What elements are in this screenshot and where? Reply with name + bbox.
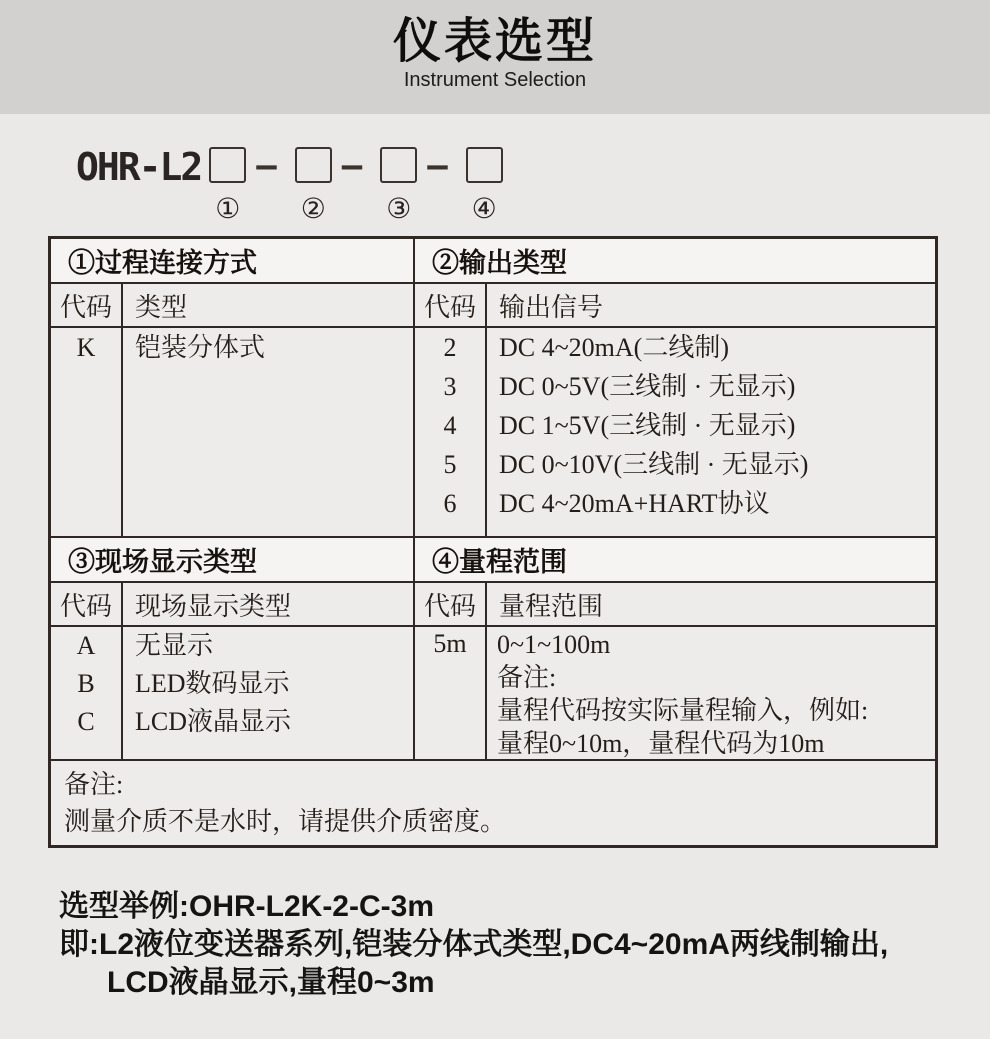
example-line-2: 即:L2液位变送器系列,铠装分体式类型,DC4~20mA两线制输出, bbox=[59, 928, 889, 961]
model-position-3 bbox=[380, 147, 417, 223]
s2-row-label: DC 0~5V(三线制 · 无显示) bbox=[499, 372, 796, 401]
page-subtitle: Instrument Selection bbox=[403, 69, 587, 91]
s1-row-label: 铠装分体式 bbox=[135, 333, 266, 362]
s2-row-label: DC 1~5V(三线制 · 无显示) bbox=[499, 411, 796, 440]
s3-row-code: A bbox=[76, 631, 96, 660]
s3-code-column bbox=[51, 627, 123, 759]
s2-row-code: 2 bbox=[443, 333, 457, 362]
position-marker-1: ① bbox=[215, 192, 241, 225]
s2-row-code: 5 bbox=[443, 450, 457, 479]
section4-title: ④量程范围 bbox=[432, 547, 567, 577]
dash-separator-icon: – bbox=[256, 146, 277, 186]
s2-label-column bbox=[487, 328, 935, 536]
dash-separator-icon: – bbox=[427, 146, 448, 186]
s2-row-code: 3 bbox=[443, 372, 457, 401]
model-code-box-2 bbox=[295, 147, 332, 183]
section2-title: ②输出类型 bbox=[432, 248, 567, 278]
s4-label-header: 量程范围 bbox=[499, 591, 604, 621]
model-position-4 bbox=[466, 147, 503, 223]
s2-code-column bbox=[415, 328, 487, 536]
column-header-row-1 bbox=[51, 284, 935, 328]
s4-row-code: 5m bbox=[433, 629, 467, 658]
s1-label-column bbox=[123, 328, 415, 536]
footnote-text: 测量介质不是水时，请提供介质密度。 bbox=[64, 807, 507, 836]
table-footnote bbox=[51, 761, 935, 845]
section-header-row-2 bbox=[51, 538, 935, 583]
s4-code-header: 代码 bbox=[415, 583, 487, 625]
s4-note-line: 量程0~10m，量程代码为10m bbox=[497, 729, 825, 758]
s3-row-code: B bbox=[77, 669, 95, 698]
s4-note-line: 量程代码按实际量程输入，例如: bbox=[497, 696, 869, 725]
s2-row-label: DC 0~10V(三线制 · 无显示) bbox=[499, 450, 809, 479]
s2-row-code: 6 bbox=[443, 489, 457, 518]
table-body-row-1 bbox=[51, 328, 935, 538]
s3-row-label: LED数码显示 bbox=[135, 669, 290, 698]
model-code-diagram bbox=[76, 147, 503, 223]
page-title: 仪表选型 bbox=[392, 15, 597, 68]
s2-row-label: DC 4~20mA+HART协议 bbox=[499, 489, 770, 518]
s4-code-column bbox=[415, 627, 487, 759]
position-marker-2: ② bbox=[300, 192, 326, 225]
footnote-title: 备注: bbox=[64, 770, 124, 799]
selection-example bbox=[59, 888, 888, 1002]
selection-table bbox=[48, 236, 938, 848]
s2-label-header: 输出信号 bbox=[499, 292, 604, 322]
position-marker-3: ③ bbox=[386, 192, 412, 225]
s2-row-code: 4 bbox=[443, 411, 457, 440]
s4-note-line: 备注: bbox=[497, 663, 557, 692]
s1-code-column bbox=[51, 328, 123, 536]
s3-row-code: C bbox=[77, 707, 95, 736]
s1-row-code: K bbox=[76, 333, 96, 362]
column-header-row-2 bbox=[51, 583, 935, 627]
section1-title: ①过程连接方式 bbox=[51, 239, 415, 282]
s3-label-column bbox=[123, 627, 415, 759]
model-code-box-1 bbox=[209, 147, 246, 183]
dash-separator-icon: – bbox=[341, 146, 363, 186]
s3-code-header: 代码 bbox=[51, 583, 123, 625]
s2-row-label: DC 4~20mA(二线制) bbox=[499, 333, 730, 362]
s2-code-header: 代码 bbox=[415, 284, 487, 326]
s4-row-label: 0~1~100m bbox=[497, 630, 611, 659]
model-position-2 bbox=[295, 147, 332, 223]
s3-label-header: 现场显示类型 bbox=[123, 583, 415, 625]
section3-title: ③现场显示类型 bbox=[51, 538, 415, 581]
model-position-1 bbox=[209, 147, 246, 223]
s1-label-header: 类型 bbox=[123, 284, 415, 326]
s3-row-label: 无显示 bbox=[135, 631, 214, 660]
s1-code-header: 代码 bbox=[51, 284, 123, 326]
model-code-box-4 bbox=[466, 147, 503, 183]
model-prefix: OHR-L2 bbox=[76, 145, 202, 189]
example-line-1: 选型举例:OHR-L2K-2-C-3m bbox=[59, 890, 434, 923]
example-line-3: LCD液晶显示,量程0~3m bbox=[107, 966, 435, 999]
table-body-row-2 bbox=[51, 627, 935, 761]
s3-row-label: LCD液晶显示 bbox=[135, 707, 292, 736]
section-header-row-1 bbox=[51, 239, 935, 284]
model-code-box-3 bbox=[380, 147, 417, 183]
s4-label-column bbox=[487, 627, 935, 759]
header-band bbox=[0, 0, 990, 114]
position-marker-4: ④ bbox=[471, 192, 497, 225]
